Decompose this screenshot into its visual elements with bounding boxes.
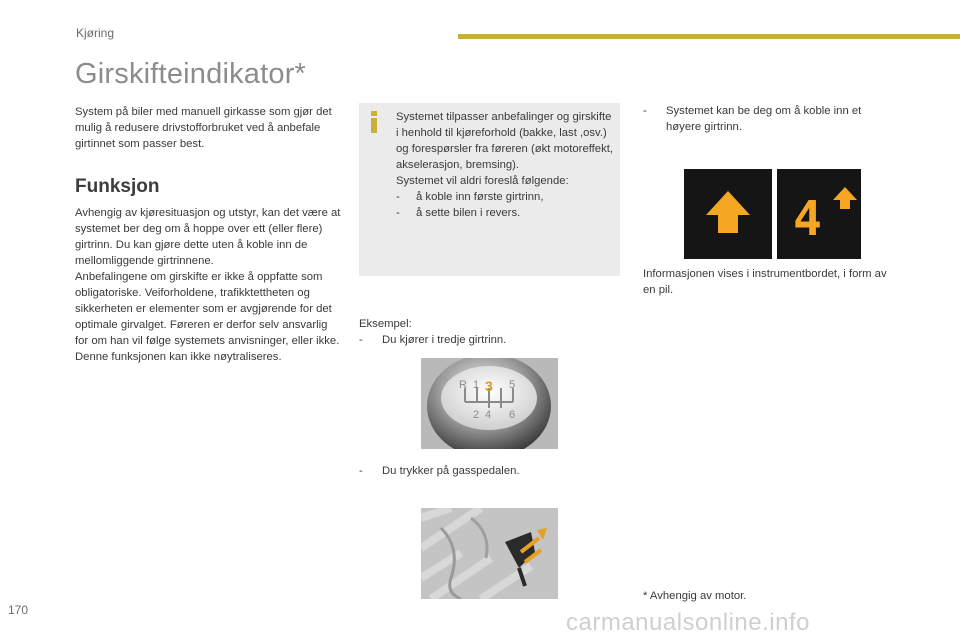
example-step-2: [359, 463, 609, 479]
knob-gear-label-active: 3: [485, 378, 493, 394]
accelerator-pedal-illustration: [421, 508, 558, 599]
info-box-paragraph: Systemet tilpasser anbefalinger og girskifte i henhold til kjøreforhold (bakke, last ,osv.) og forespørsler fra føreren (økt motoreffekt, akselerasjon, bremsing).: [396, 111, 614, 171]
page-number: 170: [8, 603, 29, 617]
list-item-text: å koble inn første girtrinn,: [416, 191, 544, 203]
header-accent-bar: [458, 34, 960, 39]
knob-gear-label: 4: [485, 409, 492, 421]
example-step-3: [643, 103, 883, 135]
section-heading-funksjon: Funksjon: [75, 176, 160, 197]
info-box-list-intro: Systemet vil aldri foreslå følgende:: [396, 175, 569, 187]
dash: -: [643, 105, 647, 117]
list-item: [396, 205, 614, 221]
dash: -: [396, 207, 400, 219]
step-text: Du kjører i tredje girtrinn.: [382, 334, 507, 346]
list-item: [396, 189, 614, 205]
watermark: carmanualsonline.info: [566, 609, 810, 636]
display-caption: Informasjonen vises i instrumentbordet, i form av en pil.: [643, 268, 887, 296]
page-title: Girskifteindikator*: [75, 58, 307, 90]
info-icon: [369, 111, 379, 133]
up-arrow-icon: [833, 187, 857, 209]
function-paragraph: Avhengig av kjøresituasjon og utstyr, kan det være at systemet ber deg om å hoppe over ett (eller flere) girtrinn. Du kan gjøre dette uten å koble inn de mellomliggende girtrinnene.: [75, 207, 341, 267]
dash: -: [396, 191, 400, 203]
gear-display-panel: [777, 169, 861, 259]
function-paragraph: Denne funksjonen kan ikke nøytraliseres.: [75, 351, 282, 363]
example-label: Eksempel:: [359, 318, 412, 330]
list-item-text: å sette bilen i revers.: [416, 207, 521, 219]
function-body: [75, 205, 341, 365]
up-arrow-icon: [706, 191, 750, 233]
knob-gear-label: 1: [473, 379, 480, 391]
dash: -: [359, 334, 363, 346]
step-text: Du trykker på gasspedalen.: [382, 465, 520, 477]
gear-knob-illustration: [421, 358, 558, 449]
shift-up-indicator-panel: [684, 169, 772, 259]
knob-gear-label: 6: [509, 409, 516, 421]
function-paragraph: Anbefalingene om girskifte er ikke å oppfatte som obligatoriske. Veiforholdene, trafikktettheten og sikkerheten er elementer som er avgjørende for det optimale girvalget. Føreren er derfor selv ansvarlig for om han vil følge systemets anvisninger, eller ikke.: [75, 271, 340, 347]
knob-gear-label: R: [459, 379, 467, 391]
knob-gear-label: 2: [473, 409, 480, 421]
info-box-text: [396, 109, 614, 221]
knob-gear-label: 5: [509, 379, 516, 391]
footnote: * Avhengig av motor.: [643, 590, 747, 602]
recommended-gear-digit: 4: [793, 191, 822, 247]
dash: -: [359, 465, 363, 477]
example-step-1: [359, 332, 609, 348]
intro-paragraph: System på biler med manuell girkasse som gjør det mulig å redusere drivstofforbruket ved å anbefale girtinnet som passer best.: [75, 106, 332, 150]
section-label: Kjøring: [76, 26, 115, 40]
step-text: Systemet kan be deg om å koble inn et høyere girtrinn.: [666, 105, 862, 133]
